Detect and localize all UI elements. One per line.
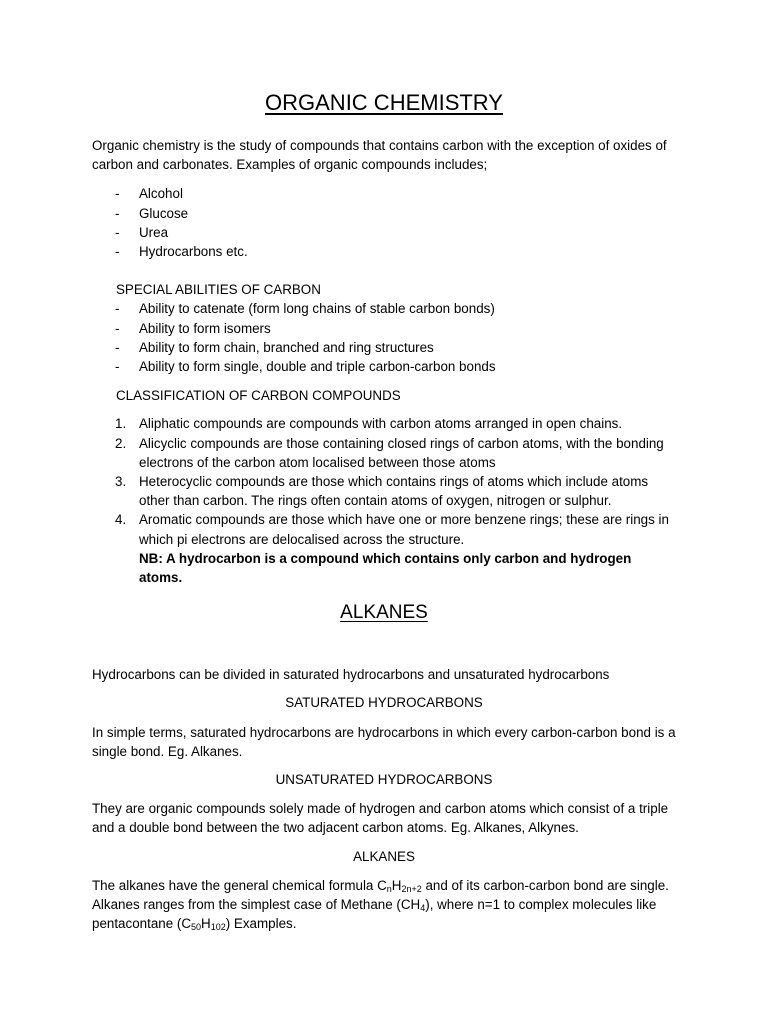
list-item: - Glucose xyxy=(92,204,676,223)
item-text: Heterocyclic compounds are those which contains rings of atoms which include atoms other than carbon. The rings often contain atoms of oxygen, nitrogen or sulphur. xyxy=(139,474,649,509)
classification-heading: CLASSIFICATION OF CARBON COMPOUNDS xyxy=(116,388,401,404)
subscript: 4 xyxy=(420,903,426,914)
item-number: 3. xyxy=(115,474,127,490)
item-number: 2. xyxy=(115,435,127,451)
page-title: ORGANIC CHEMISTRY xyxy=(265,90,503,115)
text-run: ), where n=1 to complex molecules like pentacontane (C xyxy=(92,897,657,932)
hydrocarbons-division-paragraph: Hydrocarbons can be divided in saturated hydrocarbons and unsaturated hydrocarbons xyxy=(92,667,610,683)
subscript: n xyxy=(386,883,392,894)
text-run: The alkanes have the general chemical formula C xyxy=(92,877,387,893)
list-item: - Ability to form chain, branched and ring structures xyxy=(92,338,676,357)
examples-list xyxy=(92,184,676,261)
saturated-paragraph: In simple terms, saturated hydrocarbons are hydrocarbons in which every carbon-carbon bond is a single bond. Eg. Alkanes. xyxy=(92,724,676,759)
subscript: 50 xyxy=(191,922,202,933)
nb-note: NB: A hydrocarbon is a compound which contains only carbon and hydrogen atoms. xyxy=(139,550,632,586)
list-item: - Ability to form single, double and triple carbon-carbon bonds xyxy=(92,357,676,376)
abilities-list xyxy=(92,299,676,376)
item-text: Aromatic compounds are those which have one or more benzene rings; these are rings in which pi electrons are delocalised across the structure. xyxy=(139,512,669,547)
list-item xyxy=(92,414,676,433)
subscript: 2n+2 xyxy=(401,883,422,894)
list-item xyxy=(92,472,676,510)
list-item xyxy=(92,510,676,548)
text-run: H xyxy=(201,916,211,932)
list-item: - Ability to catenate (form long chains of stable carbon bonds) xyxy=(92,299,676,318)
item-text: Alicyclic compounds are those containing closed rings of carbon atoms, with the bonding electrons of the carbon atom localised between those atoms xyxy=(139,435,664,470)
list-item: - Alcohol xyxy=(92,184,676,203)
unsaturated-paragraph: They are organic compounds solely made of hydrogen and carbon atoms which consist of a triple and a double bond between the two adjacent carbon atoms. Eg. Alkanes, Alkynes. xyxy=(92,801,669,836)
intro-paragraph: Organic chemistry is the study of compounds that contains carbon with the exception of oxides of carbon and carbonates. Examples of organic compounds includes; xyxy=(92,138,667,173)
list-item: - Ability to form isomers xyxy=(92,319,676,338)
item-text: Aliphatic compounds are compounds with carbon atoms arranged in open chains. xyxy=(139,416,623,432)
abilities-heading: SPECIAL ABILITIES OF CARBON xyxy=(116,282,321,298)
text-run: ) Examples. xyxy=(225,916,297,932)
unsaturated-heading: UNSATURATED HYDROCARBONS xyxy=(275,772,493,788)
item-number: 4. xyxy=(115,512,127,528)
alkanes-heading: ALKANES xyxy=(353,848,415,864)
classification-list xyxy=(92,414,676,548)
text-run: and of its carbon-carbon bond are single. Alkanes ranges from the simplest case of Methane (CH xyxy=(92,877,669,913)
list-item: - Hydrocarbons etc. xyxy=(92,242,676,261)
alkanes-paragraph xyxy=(92,876,676,934)
list-item: - Urea xyxy=(92,223,676,242)
subscript: 102 xyxy=(210,922,226,933)
item-number: 1. xyxy=(115,416,127,432)
saturated-heading: SATURATED HYDROCARBONS xyxy=(285,695,483,711)
list-item xyxy=(92,434,676,472)
alkanes-title: ALKANES xyxy=(340,602,428,624)
text-run: H xyxy=(391,877,402,893)
